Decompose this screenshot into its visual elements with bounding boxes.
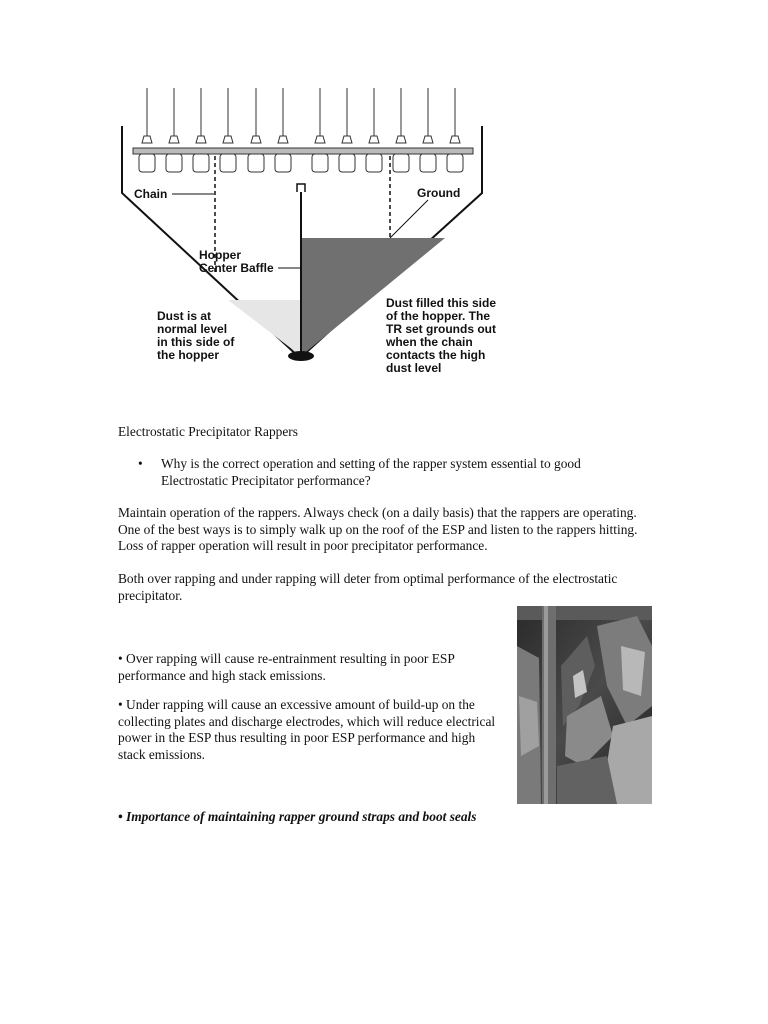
rapper-assembly (312, 88, 328, 172)
rapper-cap (223, 136, 233, 143)
rapper-cap (251, 136, 261, 143)
bullet-over-rapping: • Over rapping will cause re-entrainment resulting in poor ESP performance and high stack emissions. (118, 651, 455, 683)
rapper-assembly (366, 88, 382, 172)
bullet-dot: • (138, 456, 143, 471)
rapper-insulator (166, 154, 182, 172)
rapper-cap (315, 136, 325, 143)
baffle-label-line2: Center Baffle (199, 261, 274, 275)
rapper-assembly (447, 88, 463, 172)
note-line: Dust is at (157, 309, 212, 323)
precipitator-photo (517, 606, 652, 804)
rapper-assembly (139, 88, 155, 172)
bullet-ground-straps: • Importance of maintaining rapper ground straps and boot seals (118, 809, 477, 824)
note-line: when the chain (386, 335, 473, 349)
note-line: the hopper (157, 348, 219, 362)
question-text: Why is the correct operation and setting of the rapper system essential to good Electrostatic Precipitator performance? (161, 456, 581, 488)
rapper-assembly (166, 88, 182, 172)
rapper-assembly (220, 88, 236, 172)
paragraph-maintain: Maintain operation of the rappers. Always check (on a daily basis) that the rappers are operating. One of the best ways is to simply walk up on the roof of the ESP and listen to the rappers hitting. Loss of rapper operation will result in poor precipitator performance. (118, 505, 638, 553)
rapper-cap (278, 136, 288, 143)
hopper-outlet (288, 351, 314, 361)
rapper-assembly (248, 88, 264, 172)
rapper-insulator (139, 154, 155, 172)
rapper-cap (423, 136, 433, 143)
note-line: TR set grounds out (386, 322, 496, 336)
rapper-insulator (447, 154, 463, 172)
note-line: in this side of (157, 335, 235, 349)
rapper-cap (369, 136, 379, 143)
rapper-cap (142, 136, 152, 143)
rapper-rail (133, 148, 473, 154)
rapper-insulator (312, 154, 328, 172)
ground-leader (390, 200, 428, 238)
baffle-top (297, 184, 305, 192)
right-note (385, 296, 496, 375)
rapper-assembly (339, 88, 355, 172)
note-line: Dust filled this side (386, 296, 497, 310)
ground-label: Ground (417, 186, 461, 200)
note-line: dust level (386, 361, 442, 375)
rapper-insulator (248, 154, 264, 172)
rapper-assembly (420, 88, 436, 172)
rapper-cap (396, 136, 406, 143)
note-line: contacts the high (386, 348, 486, 362)
rapper-insulator (275, 154, 291, 172)
chain-label: Chain (134, 187, 168, 201)
rapper-cap (196, 136, 206, 143)
left-note (157, 309, 235, 362)
rapper-insulator (193, 154, 209, 172)
rapper-insulator (393, 154, 409, 172)
paragraph-over-under: Both over rapping and under rapping will deter from optimal performance of the electrostatic precipitator. (118, 571, 618, 603)
rapper-cap (342, 136, 352, 143)
section-heading: Electrostatic Precipitator Rappers (118, 424, 298, 439)
rapper-cap (169, 136, 179, 143)
rapper-assembly (275, 88, 291, 172)
note-line: normal level (157, 322, 228, 336)
note-line: of the hopper. The (386, 309, 490, 323)
rapper-cap (450, 136, 460, 143)
hopper-diagram (100, 88, 520, 388)
rapper-insulator (220, 154, 236, 172)
baffle-label-line1: Hopper (199, 248, 241, 262)
bullet-under-rapping: • Under rapping will cause an excessive amount of build-up on the collecting plates and discharge electrodes, which will reduce electrical power in the ESP thus resulting in poor ESP performance and high stack emissions. (118, 697, 496, 762)
rapper-assembly (193, 88, 209, 172)
rapper-insulator (366, 154, 382, 172)
rapper-insulator (339, 154, 355, 172)
rapper-insulator (420, 154, 436, 172)
rapper-assembly (393, 88, 409, 172)
rapper-assemblies (139, 88, 463, 172)
